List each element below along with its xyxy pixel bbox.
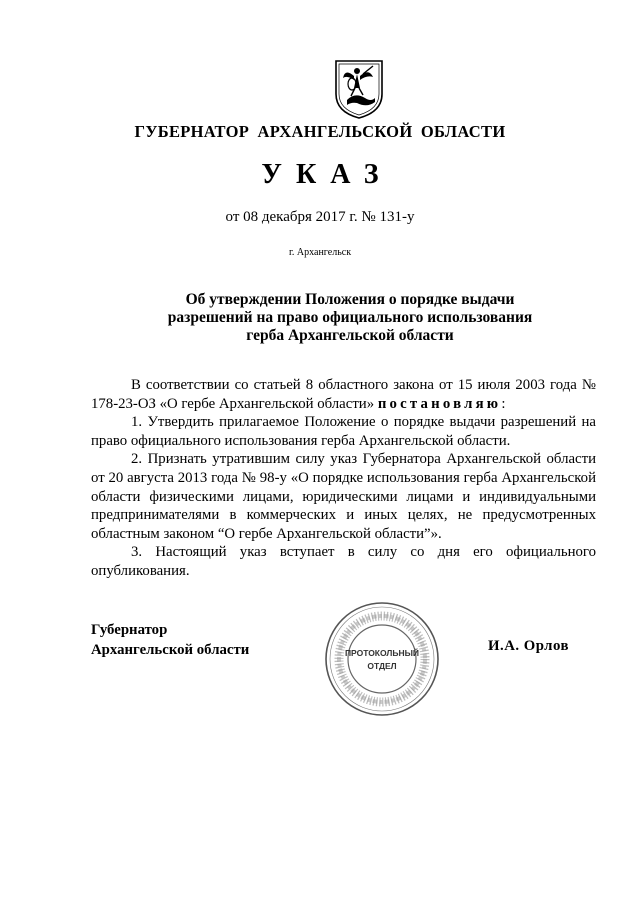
document-type-heading: УКАЗ xyxy=(261,159,393,190)
body-paragraph: 1. Утвердить прилагаемое Положение о порядке выдачи разрешений на право официального использования герба Архангельской области. xyxy=(91,414,596,449)
decree-word: постановляю xyxy=(377,395,502,412)
document-city: г. Архангельск xyxy=(288,247,352,258)
signer-position xyxy=(91,620,249,660)
stamp-center-text: ПРОТОКОЛЬНЫЙ xyxy=(344,648,420,658)
paragraph-text: В соответствии со статьей 8 областного закона от 15 июля 2003 года № 178-23-ОЗ «О гербе Архангельской области» xyxy=(91,377,596,412)
document-date-number: от 08 декабря 2017 г. № 131-у xyxy=(225,209,415,225)
signer-name: И.А. Орлов xyxy=(488,638,569,654)
signer-position-line: Архангельской области xyxy=(91,642,250,658)
official-stamp xyxy=(322,599,442,719)
document-title: Об утверждении Положения о порядке выдачи разрешений на право официального использования герба Архангельской области xyxy=(167,291,533,344)
authority-heading: ГУБЕРНАТОР АРХАНГЕЛЬСКОЙ ОБЛАСТИ xyxy=(134,122,506,141)
paragraph-end: : xyxy=(501,395,506,412)
signer-position-line: Губернатор xyxy=(91,622,168,638)
coat-of-arms-emblem xyxy=(333,58,385,120)
document-body xyxy=(91,376,596,581)
body-paragraph: 2. Признать утратившим силу указ Губернатора Архангельской области от 20 августа 2013 года № 98-у «О порядке использования герба Архангельской области физическими лицами, юридическими лицами и индивидуальными предпринимателями в коммерческих и иных целях, не предусмотренных областным законом “О гербе Архангельской области”». xyxy=(91,451,596,542)
stamp-center-text: ОТДЕЛ xyxy=(367,661,397,671)
body-paragraph: 3. Настоящий указ вступает в силу со дня его официального опубликования. xyxy=(91,544,596,579)
body-paragraph xyxy=(91,376,596,413)
